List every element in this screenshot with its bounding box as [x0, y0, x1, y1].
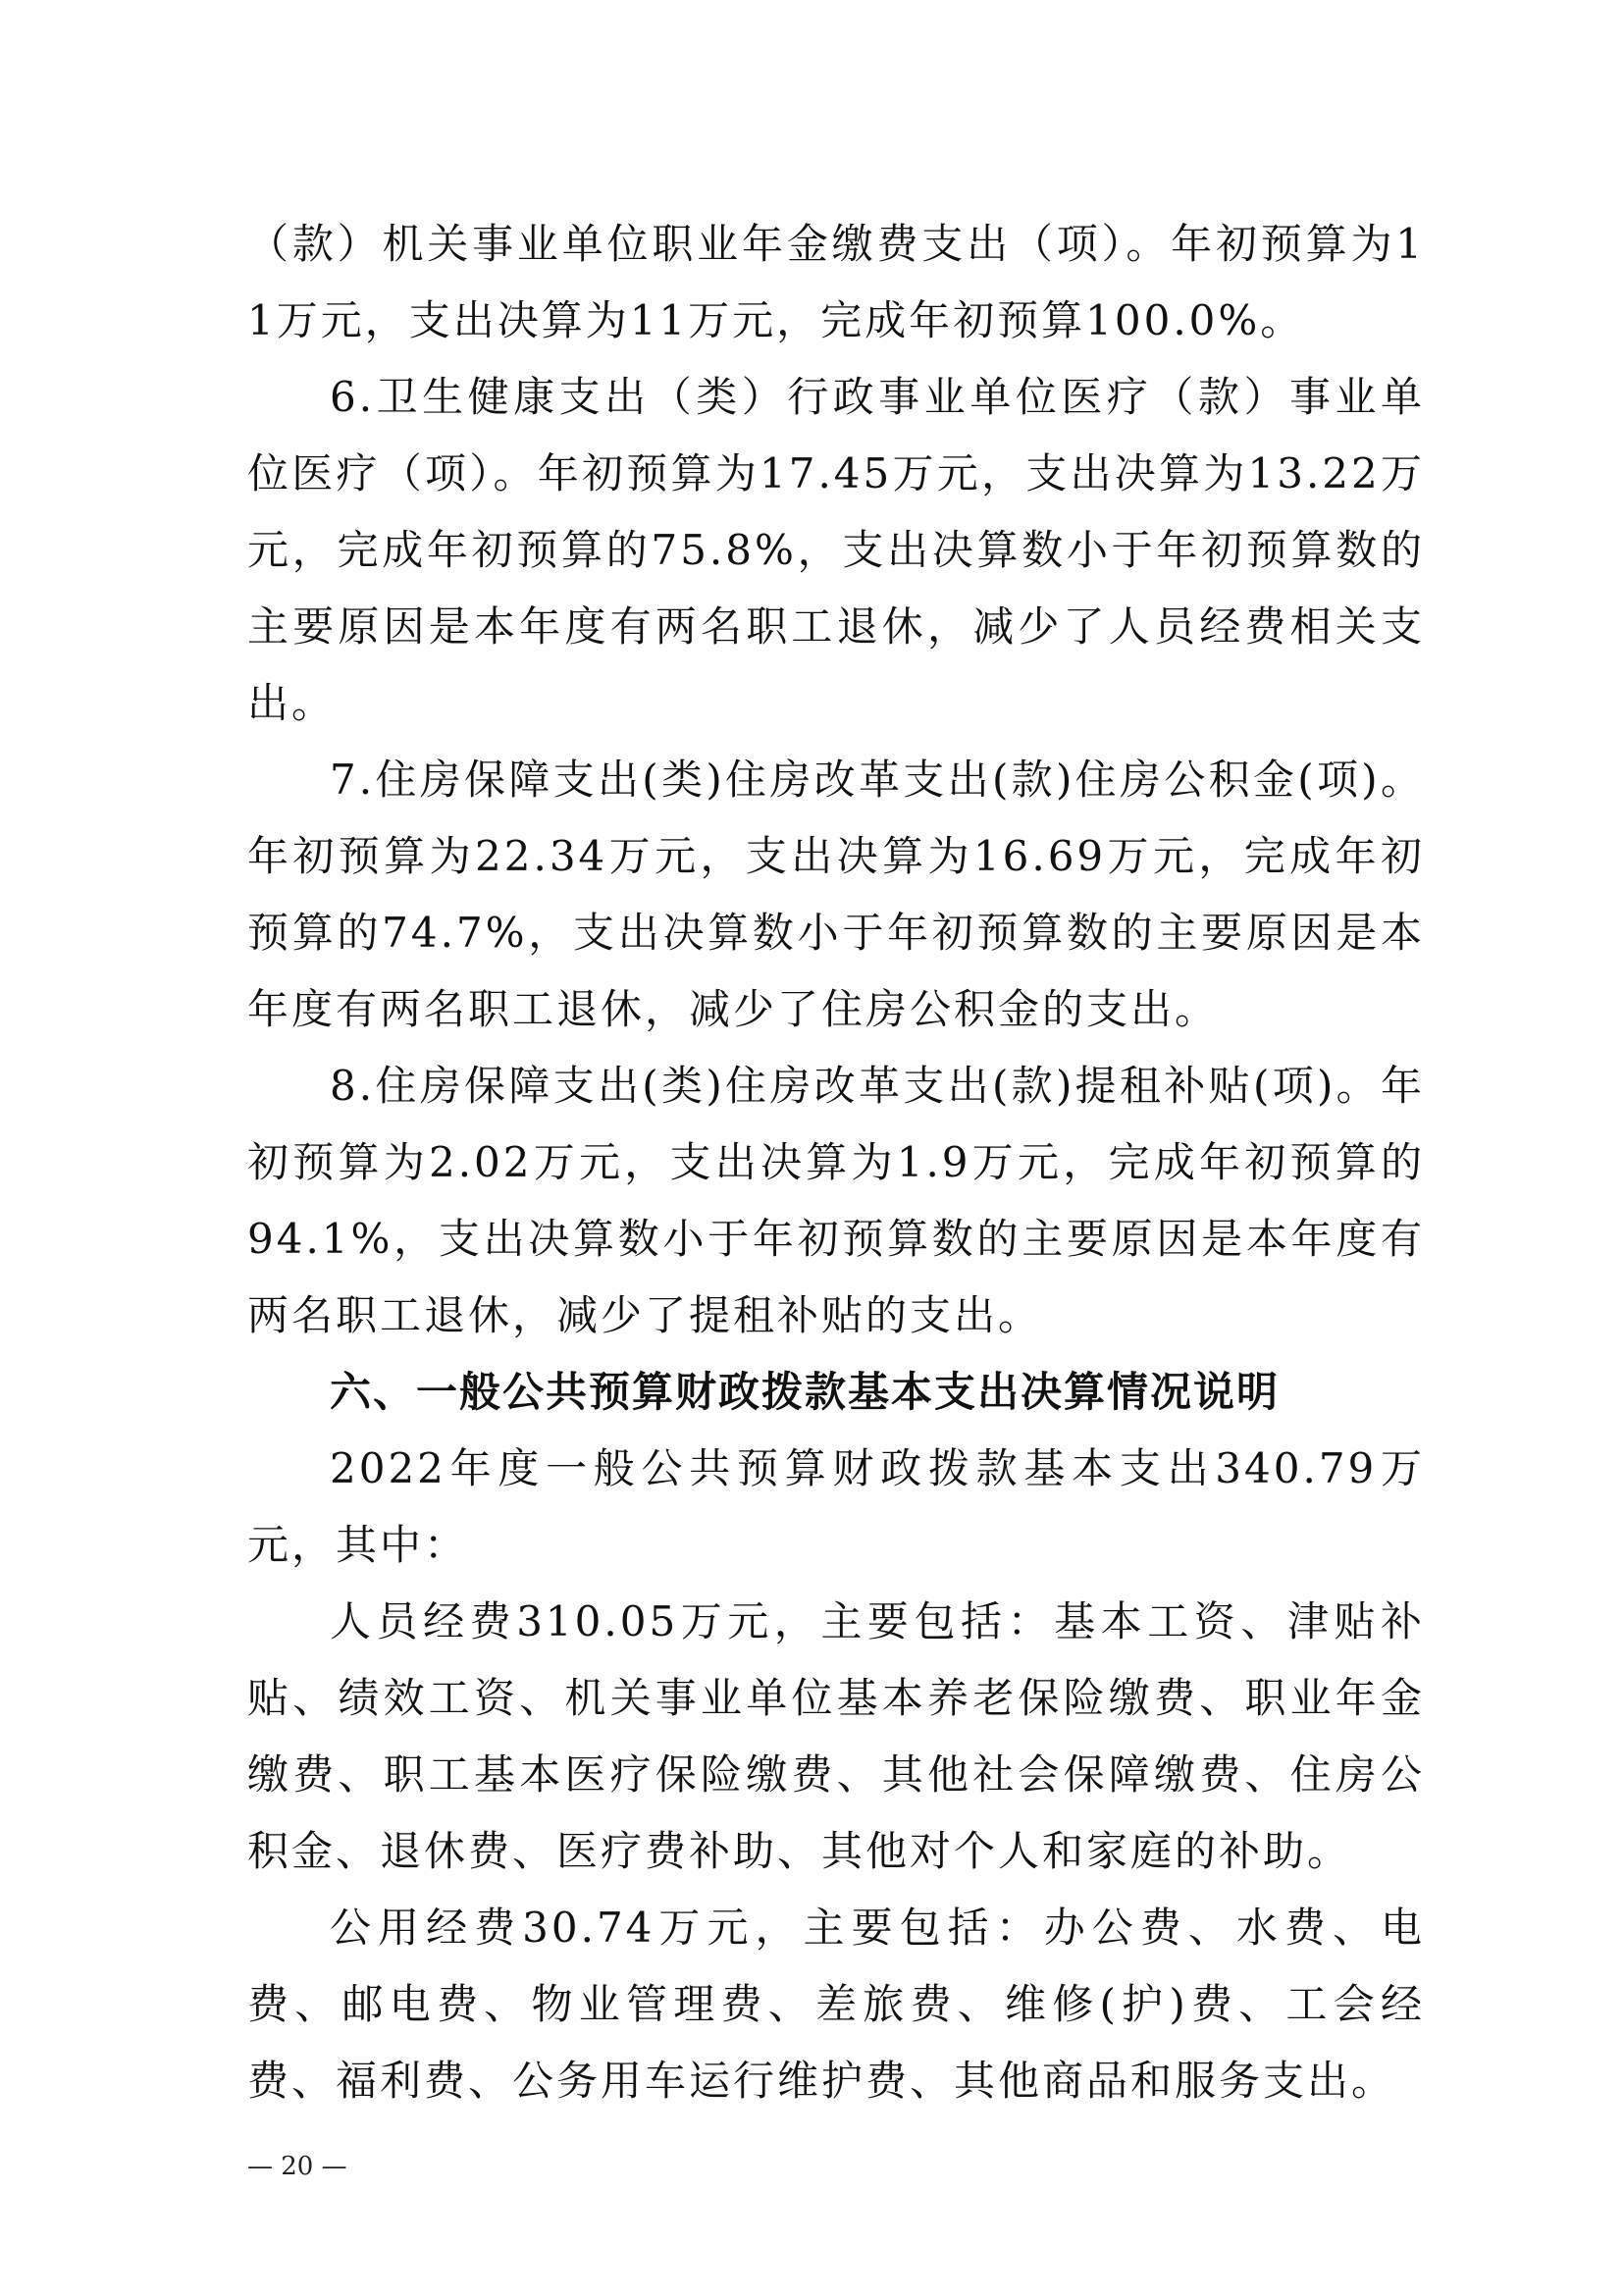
- document-body: [247, 206, 1425, 2119]
- paragraph-item-8: 8.住房保障支出(类)住房改革支出(款)提租补贴(项)。年初预算为2.02万元，支出决算为1.9万元，完成年初预算的94.1%，支出决算数小于年初预算数的主要原因是本年度有两名职工退休，减少了提租补贴的支出。: [247, 1062, 1425, 1339]
- paragraph-public-expenses: 公用经费30.74万元，主要包括：办公费、水费、电费、邮电费、物业管理费、差旅费、维修(护)费、工会经费、福利费、公务用车运行维护费、其他商品和服务支出。: [247, 1904, 1425, 2105]
- paragraph-basic-expenditure-total: 2022年度一般公共预算财政拨款基本支出340.79万元，其中：: [247, 1444, 1425, 1569]
- paragraph-continued: （款）机关事业单位职业年金缴费支出（项）。年初预算为11万元，支出决算为11万元，完成年初预算100.0%。: [247, 220, 1425, 344]
- paragraph-personnel-expenses: 人员经费310.05万元，主要包括：基本工资、津贴补贴、绩效工资、机关事业单位基本养老保险缴费、职业年金缴费、职工基本医疗保险缴费、其他社会保障缴费、住房公积金、退休费、医疗费补助、其他对个人和家庭的补助。: [247, 1597, 1425, 1875]
- section-heading: 六、一般公共预算财政拨款基本支出决算情况说明: [330, 1368, 1281, 1416]
- paragraph-item-7: 7.住房保障支出(类)住房改革支出(款)住房公积金(项)。年初预算为22.34万元，支出决算为16.69万元，完成年初预算的74.7%，支出决算数小于年初预算数的主要原因是本年度有两名职工退休，减少了住房公积金的支出。: [247, 756, 1425, 1033]
- paragraph-item-6: 6.卫生健康支出（类）行政事业单位医疗（款）事业单位医疗（项）。年初预算为17.45万元，支出决算为13.22万元，完成年初预算的75.8%，支出决算数小于年初预算数的主要原因是本年度有两名职工退休，减少了人员经费相关支出。: [247, 373, 1425, 727]
- page-number: — 20 —: [247, 2152, 347, 2181]
